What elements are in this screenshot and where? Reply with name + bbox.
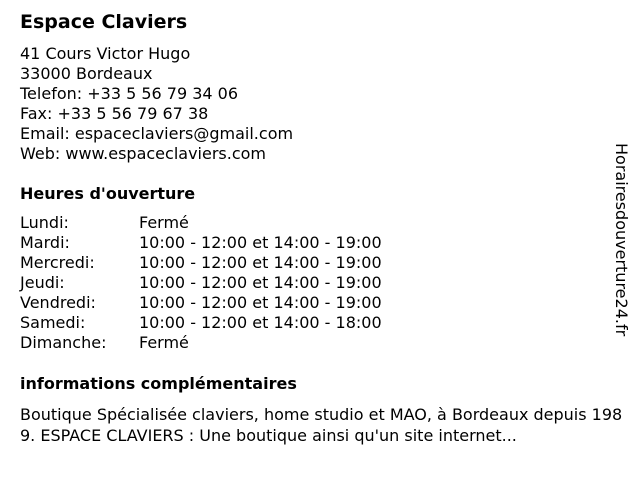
email-address: Email: espaceclaviers@gmail.com (20, 124, 294, 143)
business-name: Espace Claviers (20, 11, 188, 33)
hours-row-thursday (20, 273, 382, 293)
hours-row-monday (20, 213, 382, 233)
hours-row-friday (20, 293, 382, 313)
watermark-text: Horairesdouverture24.fr (612, 143, 631, 337)
day-label: Lundi: (20, 213, 69, 232)
day-label: Mercredi: (20, 253, 95, 272)
day-hours: Fermé (139, 213, 189, 232)
day-label: Mardi: (20, 233, 70, 252)
day-hours: 10:00 - 12:00 et 14:00 - 18:00 (139, 313, 382, 332)
info-description: Boutique Spécialisée claviers, home studio et MAO, à Bordeaux depuis 1989. ESPACE CLAVIERS : Une boutique ainsi qu'un site internet... (20, 405, 623, 445)
hours-row-tuesday (20, 233, 382, 253)
day-label: Vendredi: (20, 293, 96, 312)
day-label: Jeudi: (20, 273, 65, 292)
contact-info (20, 44, 293, 164)
address-line-city: 33000 Bordeaux (20, 64, 153, 83)
fax-number: Fax: +33 5 56 79 67 38 (20, 104, 209, 123)
info-heading: informations complémentaires (20, 374, 297, 393)
day-hours: 10:00 - 12:00 et 14:00 - 19:00 (139, 273, 382, 292)
hours-row-wednesday (20, 253, 382, 273)
hours-heading: Heures d'ouverture (20, 184, 196, 203)
hours-row-sunday (20, 333, 382, 353)
opening-hours-table (20, 213, 382, 353)
hours-row-saturday (20, 313, 382, 333)
day-hours: 10:00 - 12:00 et 14:00 - 19:00 (139, 253, 382, 272)
side-watermark (603, 135, 639, 345)
day-label: Dimanche: (20, 333, 107, 352)
day-hours: 10:00 - 12:00 et 14:00 - 19:00 (139, 233, 382, 252)
address-line-street: 41 Cours Victor Hugo (20, 44, 191, 63)
day-label: Samedi: (20, 313, 86, 332)
day-hours: 10:00 - 12:00 et 14:00 - 19:00 (139, 293, 382, 312)
phone-number: Telefon: +33 5 56 79 34 06 (20, 84, 239, 103)
website: Web: www.espaceclaviers.com (20, 144, 266, 163)
day-hours: Fermé (139, 333, 189, 352)
